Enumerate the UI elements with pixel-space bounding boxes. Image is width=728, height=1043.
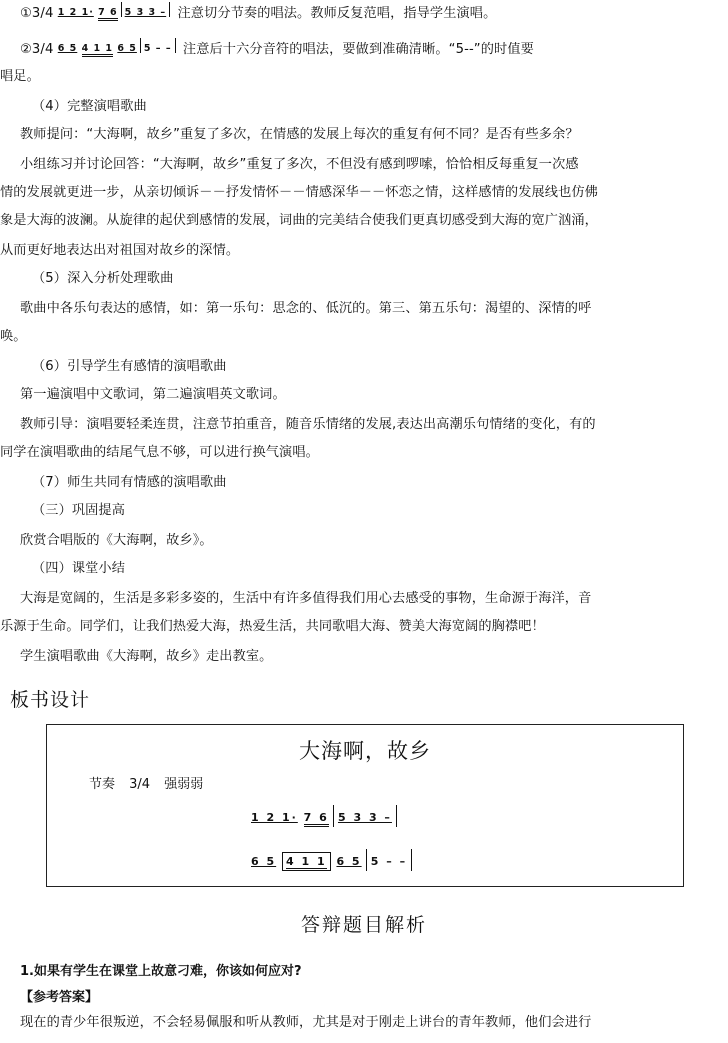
paragraph-line: 大海是宽阔的，生活是多彩多姿的，生活中有许多值得我们用心去感受的事物，生命源于海洋，音	[20, 591, 592, 606]
board-design-heading: 板书设计	[10, 689, 91, 711]
paragraph-line: 从而更好地表达出对祖国对故乡的深情。	[0, 243, 240, 258]
paragraph-line: 欣赏合唱版的《大海啊，故乡》。	[20, 533, 213, 548]
paragraph-line: 唤。	[0, 329, 27, 344]
paragraph-line: 同学在演唱歌曲的结尾气息不够，可以进行换气演唱。	[0, 445, 319, 460]
answer-line: 现在的青少年很叛逆，不会轻易佩服和听从教师，尤其是对于刚走上讲台的青年教师，他们会进行	[20, 1015, 592, 1030]
notation-label: ②3/4	[20, 42, 54, 57]
section-heading: （四）课堂小结	[32, 561, 126, 576]
score-line-1: 1 2 1· 7 6 5 3 3 –	[251, 805, 401, 827]
paragraph-line: 教师引导：演唱要轻柔连贯，注意节拍重音，随音乐情绪的发展,表达出高潮乐句情绪的变化，有的	[20, 417, 596, 432]
board-rhythm	[89, 773, 213, 792]
paragraph-line: 教师提问：“大海啊，故乡”重复了多次，在情感的发展上每次的重复有何不同？是否有些多余？	[20, 127, 579, 142]
reference-answer-label: 【参考答案】	[20, 990, 99, 1005]
qa-title: 答辩题目解析	[300, 914, 427, 936]
rhythm-pattern: 强弱弱	[164, 777, 204, 792]
question-1: 1.如果有学生在课堂上故意刁难，你该如何应对?	[20, 964, 302, 979]
section-heading: （5）深入分析处理歌曲	[32, 271, 174, 286]
paragraph-line: 学生演唱歌曲《大海啊，故乡》走出教室。	[20, 649, 273, 664]
paragraph-line: 第一遍演唱中文歌词，第二遍演唱英文歌词。	[20, 387, 286, 402]
notation-label: ①3/4	[20, 6, 54, 21]
paragraph-line: 小组练习并讨论回答：“大海啊，故乡”重复了多次，不但没有感到啰嗦，恰恰相反每重复一次感	[20, 157, 579, 172]
paragraph-line: 乐源于生命。同学们，让我们热爱大海，热爱生活，共同歌唱大海、赞美大海宽阔的胸襟吧！	[0, 619, 545, 634]
section-heading: （三）巩固提高	[32, 503, 126, 518]
paragraph-line: 象是大海的波澜。从旋律的起伏到感情的发展，词曲的完美结合使我们更真切感受到大海的宽广汹涌，	[0, 213, 598, 228]
rhythm-meter: 3/4	[129, 777, 151, 792]
notation-notes: 6 5 4 1 1 6 5 5 – –	[58, 43, 179, 54]
notation-notes: 1 2 1· 7 6 5 3 3 –	[58, 7, 173, 18]
notation-line-2	[20, 38, 728, 61]
section-heading: （4）完整演唱歌曲	[32, 99, 147, 114]
section-heading: （7）师生共同有情感的演唱歌曲	[32, 475, 227, 490]
notation-text: 注意切分节奏的唱法。教师反复范唱，指导学生演唱。	[177, 6, 497, 21]
notation-line-1	[20, 2, 728, 25]
paragraph-line: 情的发展就更进一步，从亲切倾诉－－抒发情怀－－情感深华－－怀恋之情，这样感情的发展线也仿佛	[0, 185, 598, 200]
section-heading: （6）引导学生有感情的演唱歌曲	[32, 359, 227, 374]
rhythm-label: 节奏	[89, 777, 116, 792]
board-title: 大海啊，故乡	[299, 739, 431, 763]
score-line-2: 6 5 4 1 1 6 5 5 – –	[251, 849, 416, 871]
paragraph-line: 唱足。	[0, 69, 40, 84]
paragraph-line: 歌曲中各乐句表达的感情，如：第一乐句：思念的、低沉的。第三、第五乐句：渴望的、深情的呼	[20, 301, 592, 316]
board-design-box	[46, 724, 684, 887]
notation-text: 注意后十六分音符的唱法，要做到准确清晰。“5--”的时值要	[182, 42, 534, 57]
